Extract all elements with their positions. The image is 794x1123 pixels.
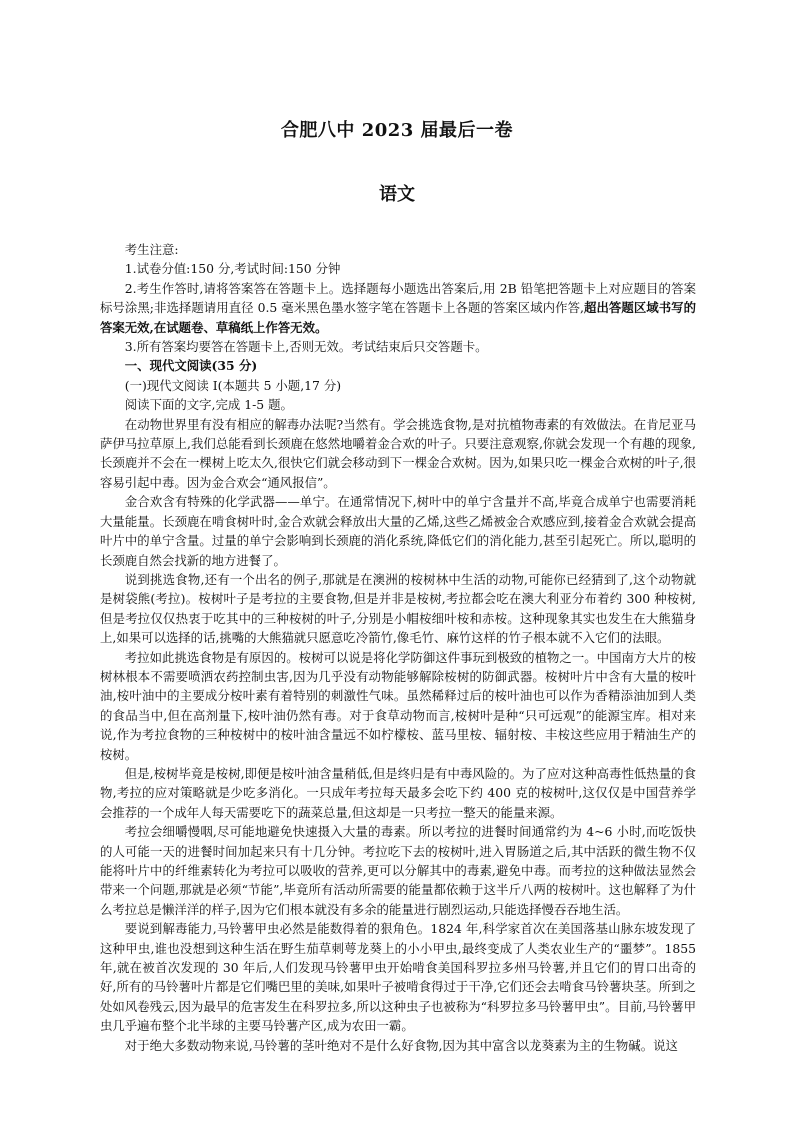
- subject-title: 语文: [379, 184, 415, 205]
- notice-item-2-emphasis: 超出答题区域书写的答案无效,在试题卷、草稿纸上作答无效。: [100, 300, 696, 335]
- passage-paragraph-4: 考拉如此挑选食物是有原因的。桉树可以说是将化学防御这件事玩到极致的植物之一。中国南方大片的桉树林根本不需要喷洒农药控制虫害,因为几乎没有动物能够解除桉树的防御武器。桉树叶片中含有大量的桉叶油,桉叶油中的主要成分桉叶素有着特别的刺激性气味。虽然稀释过后的桉叶油也可以作为香精添油加到人类的食品当中,但在高剂量下,桉叶油仍然有毒。对于食草动物而言,桉树叶是种“只可远观”的能源宝库。相对来说,作为考拉食物的三种桉树中的桉叶油含量远不如柠檬桉、蓝马里桉、辐射桉、丰桉这些应用于精油生产的桉树。: [100, 649, 696, 762]
- section-sub-heading: (一)现代文阅读 Ⅰ(本题共 5 小题,17 分): [124, 377, 342, 393]
- passage-paragraph-8: 对于绝大多数动物来说,马铃薯的茎叶绝对不是什么好食物,因为其中富含以龙葵素为主的生物碱。说这: [124, 1037, 678, 1053]
- document-body: [100, 240, 696, 1055]
- notice-heading: 考生注意:: [124, 242, 179, 257]
- passage-paragraph-5: 但是,桉树毕竟是桉树,即便是桉叶油含量稍低,但是终归是有中毒风险的。为了应对这种高毒性低热量的食物,考拉的应对策略就是少吃多消化。一只成年考拉每天最多会吃下约 400 克的桉树叶,这仅仅是中国营养学会推荐的一个成年人每天需要吃下的蔬菜总量,但这却是一只考拉一整天的能量来源。: [100, 765, 696, 820]
- exam-title: 合肥八中 2023 届最后一卷: [280, 120, 514, 141]
- notice-item-2-text: 2.考生作答时,请将答案答在答题卡上。选择题每小题选出答案后,用 2B 铅笔把答题卡上对应题目的答案标号涂黑;非选择题请用直径 0.5 毫米黑色墨水签字笔在答题卡上各题的答案区域内作答,: [100, 280, 696, 316]
- notice-item-3: 3.所有答案均要答在答题卡上,否则无效。考试结束后只交答题卡。: [124, 339, 488, 355]
- section-heading: 一、现代文阅读(35 分): [124, 358, 258, 374]
- passage-paragraph-6: 考拉会细嚼慢咽,尽可能地避免快速摄入大量的毒素。所以考拉的进餐时间通常约为 4~6 小时,而吃饭快的人可能一天的进餐时间加起来只有十几分钟。考拉吃下去的桉树叶,进入胃肠道之后,其中活跃的微生物不仅能将叶片中的纤维素转化为考拉可以吸收的营养,更可以分解其中的毒素,避免中毒。而考拉的这种做法显然会带来一个问题,那就是必须“节能”,毕竟所有活动所需要的能量都依赖于这半斤八两的桉树叶。这也解释了为什么考拉总是懒洋洋的样子,因为它们根本就没有多余的能量进行剧烈运动,只能选择慢吞吞地生活。: [100, 824, 696, 917]
- passage-paragraph-3: 说到挑选食物,还有一个出名的例子,那就是在澳洲的桉树林中生活的动物,可能你已经猜到了,这个动物就是树袋熊(考拉)。桉树叶子是考拉的主要食物,但是并非是桉树,考拉都会吃在澳大利亚分布着约 300 种桉树,但是考拉仅仅热衷于吃其中的三种桉树的叶子,分别是小帽桉细叶桉和赤桉。这种现象其实也发生在大熊猫身上,如果可以选择的话,挑嘴的大熊猫就只愿意吃冷箭竹,像毛竹、麻竹这样的竹子根本就不入它们的法眼。: [100, 571, 696, 646]
- notice-item-1: 1.试卷分值:150 分,考试时间:150 分钟: [124, 261, 341, 277]
- reading-instruction: 阅读下面的文字,完成 1-5 题。: [124, 397, 293, 413]
- passage-paragraph-1: 在动物世界里有没有相应的解毒办法呢?当然有。学会挑选食物,是对抗植物毒素的有效做法。在肯尼亚马萨伊马拉草原上,我们总能看到长颈鹿在悠然地嚼着金合欢的叶子。只要注意观察,你就会发现一个有趣的现象,长颈鹿并不会在一棵树上吃太久,很快它们就会移动到下一棵金合欢树。因为,如果只吃一棵金合欢树的叶子,很容易引起中毒。因为金合欢会“通风报信”。: [100, 416, 696, 490]
- passage-paragraph-2: 金合欢含有特殊的化学武器——单宁。在通常情况下,树叶中的单宁含量并不高,毕竟合成单宁也需要消耗大量能量。长颈鹿在啃食树叶时,金合欢就会释放出大量的乙烯,这些乙烯被金合欢感应到,接着金合欢就会提高叶片中的单宁含量。过量的单宁会影响到长颈鹿的消化系统,降低它们的消化能力,甚至引起死亡。所以,聪明的长颈鹿自然会找新的地方进餐了。: [100, 494, 696, 568]
- notice-item-2: [100, 279, 696, 337]
- passage-paragraph-7: 要说到解毒能力,马铃薯甲虫必然是能数得着的狠角色。1824 年,科学家首次在美国落基山脉东坡发现了这种甲虫,谁也没想到这种生活在野生茄草刺萼龙葵上的小小甲虫,最终变成了人类农业生产的“噩梦”。1855 年,就在被首次发现的 30 年后,人们发现马铃薯甲虫开始啃食美国科罗拉多州马铃薯,并且它们的胃口出奇的好,所有的马铃薯叶片都是它们嘴巴里的美味,如果叶子被啃食得过于干净,它们还会去啃食马铃薯块茎。所到之处如风卷残云,因为最早的危害发生在科罗拉多,所以这种虫子也被称为“科罗拉多马铃薯甲虫”。目前,马铃薯甲虫几乎遍布整个北半球的主要马铃薯产区,成为农田一霸。: [100, 921, 696, 1034]
